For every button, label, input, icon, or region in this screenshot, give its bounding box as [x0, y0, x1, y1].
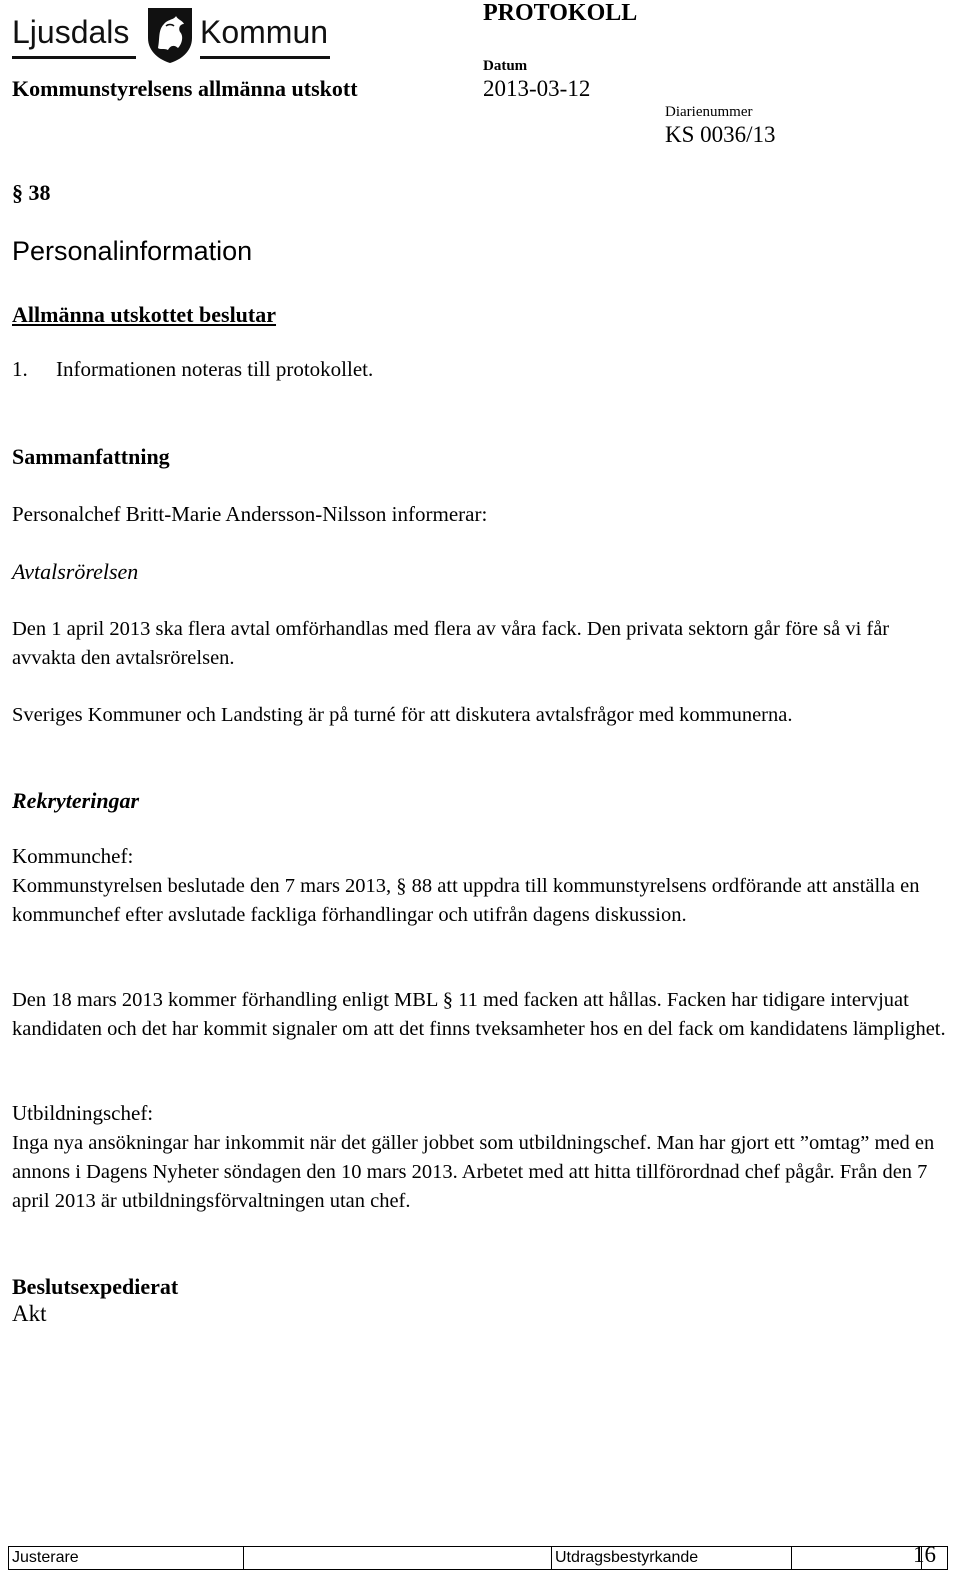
closing-value: Akt — [12, 1301, 47, 1326]
footer-utdrag: Utdragsbestyrkande — [552, 1547, 792, 1569]
avtal-paragraph-2: Sveriges Kommuner och Landsting är på turné för att diskutera avtalsfrågor med kommunerna. — [12, 704, 793, 726]
logo-text-left: Ljusdals — [12, 14, 130, 50]
avtal-paragraph-1: Den 1 april 2013 ska flera avtal omförhandlas med flera av våra fack. Den privata sektorn går före så vi får avvakta den avtalsrörelsen. — [12, 618, 890, 669]
decision-heading: Allmänna utskottet beslutar — [12, 302, 277, 327]
date-value: 2013-03-12 — [483, 76, 591, 101]
decision-item-number: 1. — [12, 357, 28, 381]
page-number: 16 — [913, 1542, 936, 1567]
footer-signature-row — [8, 1546, 948, 1570]
kommunchef-label: Kommunchef: — [12, 844, 134, 868]
footer-utdrag-signature — [792, 1547, 922, 1569]
logo-text-right: Kommun — [200, 14, 329, 50]
kommunchef-paragraph-1: Kommunstyrelsen beslutade den 7 mars 2013, § 88 att uppdra till kommunstyrelsens ordförande att anställa en kommunchef efter avslutade fackliga förhandlingar och utifrån dagens diskussion. — [12, 875, 920, 926]
footer-justerare-signature — [244, 1547, 552, 1569]
section-title: Personalinformation — [12, 236, 253, 266]
document-type: PROTOKOLL — [483, 0, 638, 26]
decision-item-text: Informationen noteras till protokollet. — [56, 357, 374, 381]
footer-justerare: Justerare — [9, 1547, 244, 1569]
section-number: § 38 — [12, 180, 51, 205]
closing-heading: Beslutsexpedierat — [12, 1274, 179, 1299]
diarie-value: KS 0036/13 — [665, 122, 776, 147]
logo-underline-left — [12, 56, 136, 59]
crest-icon — [144, 4, 196, 64]
logo-underline-right — [200, 56, 330, 59]
decision-item — [12, 357, 373, 382]
committee-name: Kommunstyrelsens allmänna utskott — [12, 76, 358, 101]
kommunchef-paragraph-2: Den 18 mars 2013 kommer förhandling enligt MBL § 11 med facken att hållas. Facken har tidigare intervjuat kandidaten och det har kommit signaler om att det finns tveksamheter hos en del fack om kandidatens lämplighet. — [12, 989, 946, 1040]
summary-intro: Personalchef Britt-Marie Andersson-Nilsson informerar: — [12, 502, 488, 526]
municipality-logo — [12, 4, 332, 64]
date-label: Datum — [483, 58, 528, 74]
diarie-label: Diarienummer — [665, 104, 753, 120]
utbildning-label: Utbildningschef: — [12, 1101, 154, 1125]
summary-heading: Sammanfattning — [12, 444, 170, 469]
utbildning-paragraph: Inga nya ansökningar har inkommit när det gäller jobbet som utbildningschef. Man har gjort ett ”omtag” med en annons i Dagens Nyheter söndagen den 10 mars 2013. Arbetet med att hitta tillförordnad chef pågår. Från den 7 april 2013 är utbildningsförvaltningen utan chef. — [12, 1132, 935, 1212]
avtal-heading: Avtalsrörelsen — [12, 559, 139, 584]
rekrytering-heading: Rekryteringar — [12, 788, 140, 813]
